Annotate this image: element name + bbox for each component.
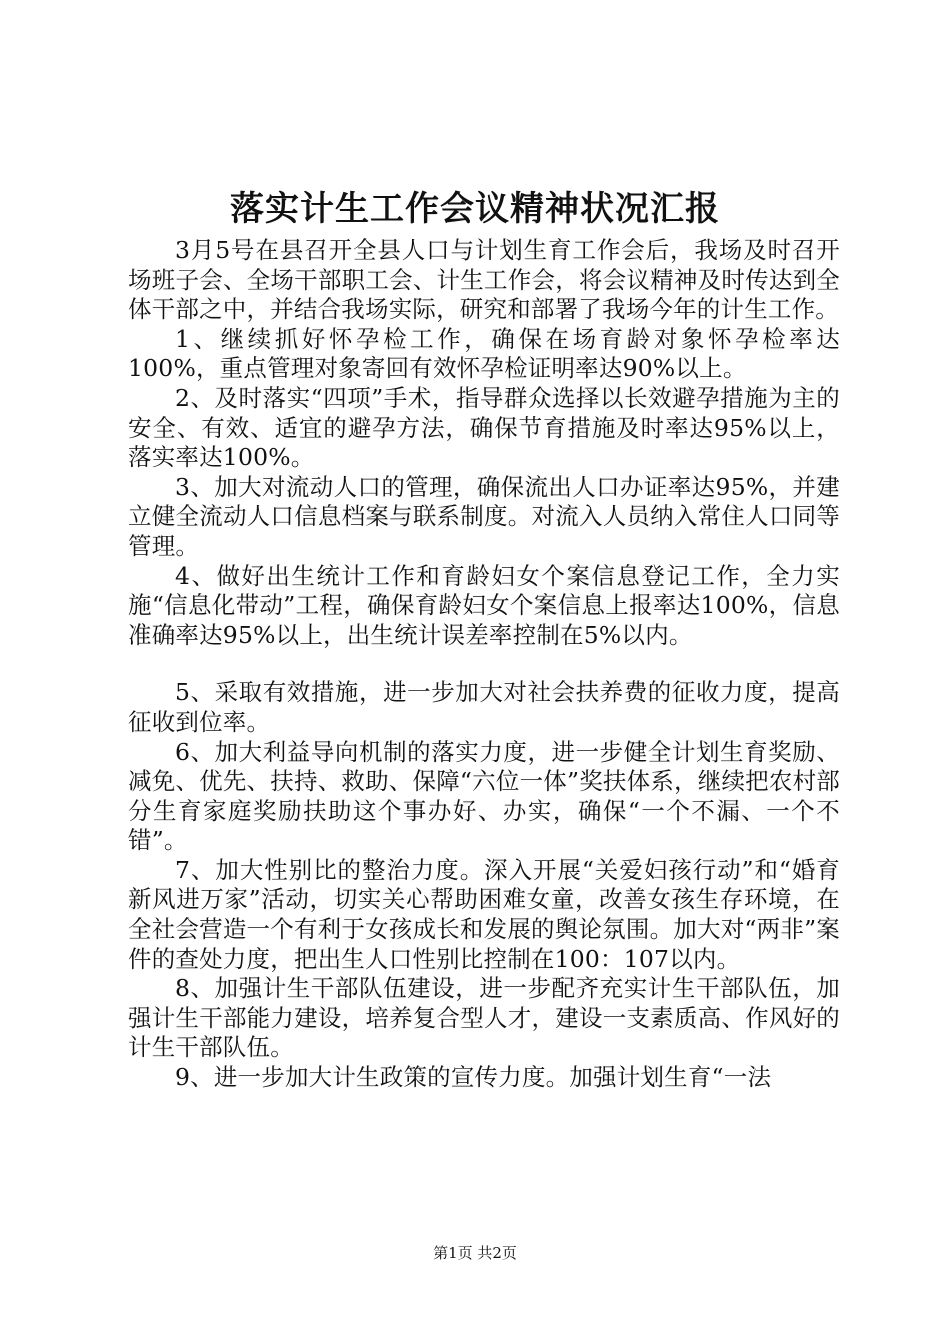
document-title: 落实计生工作会议精神状况汇报 bbox=[230, 189, 720, 229]
paragraph-item-4: 4、做好出生统计工作和育龄妇女个案信息登记工作，全力实施“信息化带动”工程，确保育龄妇女个案信息上报率达100%，信息准确率达95%以上，出生统计误差率控制在5%以内。 bbox=[128, 561, 840, 649]
paragraph-intro: 3月5号在县召开全县人口与计划生育工作会后，我场及时召开场班子会、全场干部职工会、计生工作会，将会议精神及时传达到全体干部之中，并结合我场实际，研究和部署了我场今年的计生工作。 bbox=[128, 236, 840, 324]
page-footer: 第1页 共2页 bbox=[433, 1244, 517, 1262]
document-body bbox=[128, 236, 840, 1093]
paragraph-item-9: 9、进一步加大计生政策的宣传力度。加强计划生育“一法 bbox=[175, 1063, 772, 1092]
paragraph-item-2: 2、及时落实“四项”手术，指导群众选择以长效避孕措施为主的安全、有效、适宜的避孕方法，确保节育措施及时率达95%以上，落实率达100%。 bbox=[128, 383, 840, 472]
paragraph-item-3: 3、加大对流动人口的管理，确保流出人口办证率达95%，并建立健全流动人口信息档案与联系制度。对流入人员纳入常住人口同等管理。 bbox=[128, 472, 840, 560]
paragraph-item-1: 1、继续抓好怀孕检工作，确保在场育龄对象怀孕检率达100%，重点管理对象寄回有效怀孕检证明率达90%以上。 bbox=[128, 324, 840, 383]
paragraph-item-6: 6、加大利益导向机制的落实力度，进一步健全计划生育奖励、减免、优先、扶持、救助、保障“六位一体”奖扶体系，继续把农村部分生育家庭奖励扶助这个事办好、办实，确保“一个不漏、一个不错”。 bbox=[128, 737, 840, 855]
paragraph-item-7: 7、加大性别比的整治力度。深入开展“关爱妇孩行动”和“婚育新风进万家”活动，切实关心帮助困难女童，改善女孩生存环境，在全社会营造一个有利于女孩成长和发展的舆论氛围。加大对“两非”案件的查处力度，把出生人口性别比控制在100：107以内。 bbox=[128, 855, 840, 973]
paragraph-item-5: 5、采取有效措施，进一步加大对社会扶养费的征收力度，提高征收到位率。 bbox=[128, 678, 840, 736]
paragraph-item-8: 8、加强计生干部队伍建设，进一步配齐充实计生干部队伍，加强计生干部能力建设，培养复合型人才，建设一支素质高、作风好的计生干部队伍。 bbox=[128, 974, 840, 1062]
